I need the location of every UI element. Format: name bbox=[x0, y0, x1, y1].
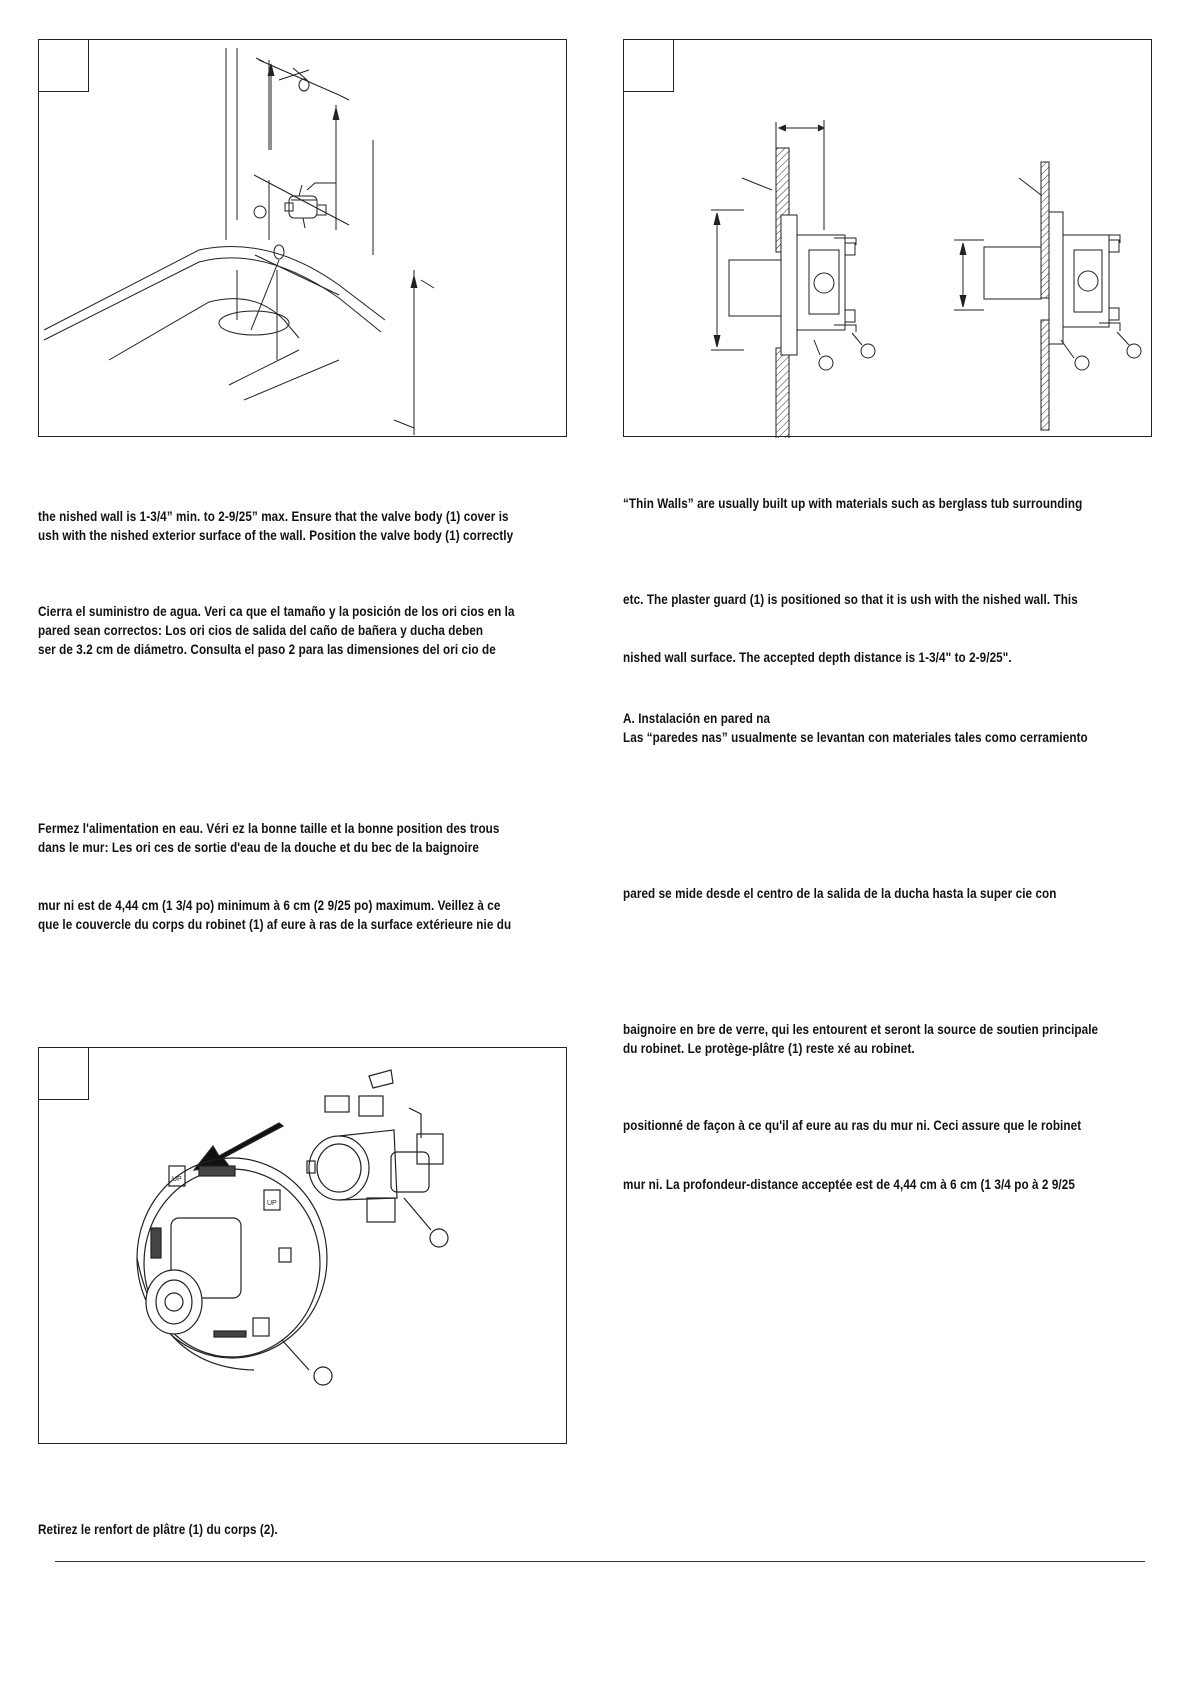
wall-depth-drawing bbox=[624, 40, 1153, 438]
text-es-3: ser de 3.2 cm de diámetro. Consulta el paso 2 para las dimensiones del ori cio de bbox=[38, 642, 496, 657]
figure-wall-depth bbox=[623, 39, 1152, 437]
figure-plaster-guard bbox=[38, 1047, 567, 1444]
text-fr-r1: baignoire en bre de verre, qui les entourent et seront la source de soutien principale bbox=[623, 1022, 1099, 1037]
text-depth-es: pared se mide desde el centro de la salida de la ducha hasta la super cie con bbox=[623, 886, 1057, 901]
text-fr-r2: du robinet. Le protège-plâtre (1) reste xé au robinet. bbox=[623, 1041, 915, 1056]
svg-text:UP: UP bbox=[267, 1200, 277, 1207]
text-en-1: the nished wall is 1-3/4” min. to 2-9/25” max. Ensure that the valve body (1) cover is bbox=[38, 509, 509, 524]
text-depth-en: nished wall surface. The accepted depth distance is 1-3/4" to 2-9/25". bbox=[623, 650, 1012, 665]
text-thin-walls-es: Las “paredes nas” usualmente se levantan con materiales tales como cerramiento bbox=[623, 730, 1088, 745]
text-thin-walls-en: “Thin Walls” are usually built up with materials such as berglass tub surrounding bbox=[623, 496, 1083, 511]
bottom-divider bbox=[55, 1561, 1145, 1562]
text-fr-4: que le couvercle du corps du robinet (1) af eure à ras de la surface extérieure nie du bbox=[38, 917, 512, 932]
text-plaster-guard-en: etc. The plaster guard (1) is positioned so that it is ush with the nished wall. This bbox=[623, 592, 1078, 607]
svg-text:UP: UP bbox=[172, 1176, 182, 1183]
text-fr-1: Fermez l'alimentation en eau. Véri ez la bonne taille et la bonne position des trous bbox=[38, 821, 500, 836]
text-en-2: ush with the nished exterior surface of the wall. Position the valve body (1) correctly bbox=[38, 528, 514, 543]
text-fr-2: dans le mur: Les ori ces de sortie d'eau de la douche et du bec de la baignoire bbox=[38, 840, 479, 855]
text-fr-guard: Retirez le renfort de plâtre (1) du corps (2). bbox=[38, 1522, 278, 1537]
direction-arrow-icon bbox=[194, 1123, 283, 1170]
valve-location-drawing bbox=[39, 40, 568, 438]
figure-valve-location bbox=[38, 39, 567, 437]
text-es-1: Cierra el suministro de agua. Veri ca que el tamaño y la posición de los ori cios en la bbox=[38, 604, 515, 619]
text-es-2: pared sean correctos: Los ori cios de salida del caño de bañera y ducha deben bbox=[38, 623, 484, 638]
text-fr-r4: mur ni. La profondeur-distance acceptée est de 4,44 cm à 6 cm (1 3/4 po à 2 9/25 bbox=[623, 1177, 1075, 1192]
text-heading-es: A. Instalación en pared na bbox=[623, 711, 771, 726]
plaster-guard-drawing bbox=[39, 1048, 568, 1445]
text-fr-r3: positionné de façon à ce qu'il af eure au ras du mur ni. Ceci assure que le robinet bbox=[623, 1118, 1082, 1133]
text-fr-3: mur ni est de 4,44 cm (1 3/4 po) minimum à 6 cm (2 9/25 po) maximum. Veillez à ce bbox=[38, 898, 501, 913]
